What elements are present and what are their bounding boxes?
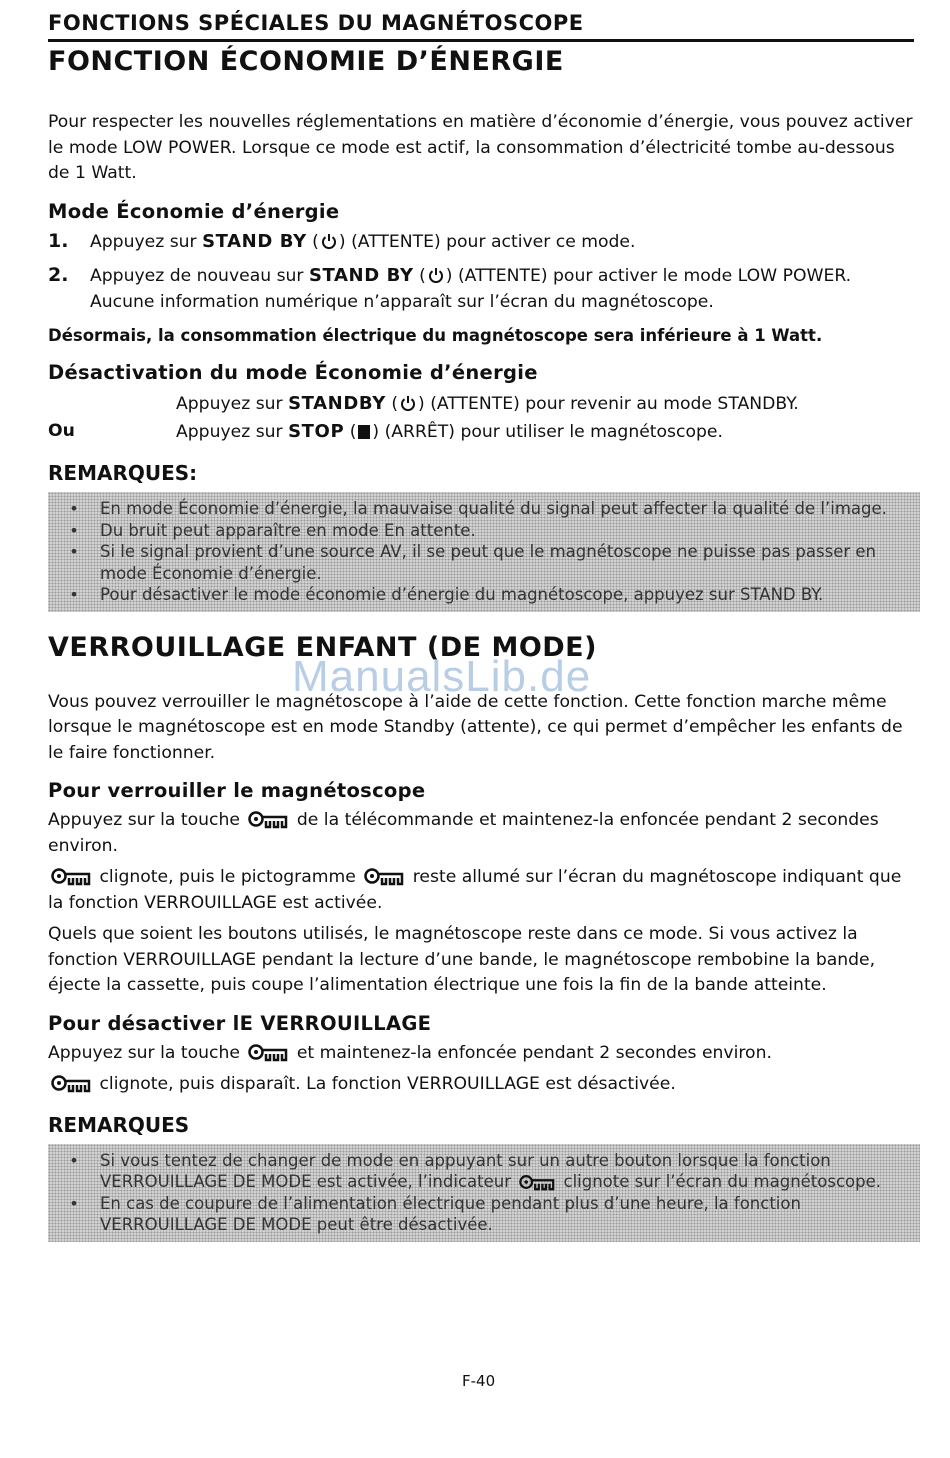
section-title-child-lock: VERROUILLAGE ENFANT (DE MODE): [48, 631, 597, 663]
remark-item: • Du bruit peut apparaître en mode En attente.: [69, 520, 476, 540]
remark-item: • Pour désactiver le mode économie d’énergie du magnétoscope, appuyez sur STAND BY.: [69, 585, 824, 604]
power-notice: Désormais, la consommation électrique du magnétoscope sera inférieure à 1 Watt.: [48, 326, 823, 345]
remark-item: • En cas de coupure de l’alimentation électrique pendant plus d’une heure, la fonction VERROUILLAGE DE MODE peut être désactivée.: [69, 1193, 801, 1234]
watermark: ManualsLib.de: [292, 652, 592, 701]
deactivation-row-standby: Appuyez sur STANDBY ( ) (ATTENTE) pour revenir au mode STANDBY.: [176, 393, 799, 414]
unlock-paragraph-2: clignote, puis disparaît. La fonction VERROUILLAGE est désactivée.: [48, 1072, 914, 1098]
child-lock-intro: Vous pouvez verrouiller le magnétoscope à l’aide de cette fonction. Cette fonction marche même lorsque le magnétoscope est en mode Standby (attente), ce qui permet d’empêcher les enfants de le faire fonctionner.: [48, 691, 903, 763]
key-icon: [51, 1073, 91, 1093]
unlock-heading: Pour désactiver lE VERROUILLAGE: [48, 1011, 432, 1035]
key-icon: [248, 809, 288, 829]
section-title-energy: FONCTION ÉCONOMIE D’ÉNERGIE: [48, 46, 564, 77]
lock-paragraph-1: Appuyez sur la touche de la télécommande et maintenez-la enfoncée pendant 2 secondes environ.: [48, 810, 879, 856]
key-icon: [519, 1173, 555, 1191]
power-icon: [321, 233, 337, 250]
remark-item: • Si vous tentez de changer de mode en appuyant sur un autre bouton lorsque la fonction VERROUILLAGE DE MODE est activée, l’indicateur clignote sur l’écran du magnétoscope.: [69, 1150, 882, 1191]
energy-intro: Pour respecter les nouvelles réglementations en matière d’économie d’énergie, vous pouvez activer le mode LOW POWER. Lorsque ce mode est actif, la consommation d’électricité tombe au-dessous de 1 Watt.: [48, 112, 913, 183]
power-icon: [428, 267, 444, 284]
remarks-title-child-lock: REMARQUES: [48, 1112, 190, 1137]
standby-key-label: STAND BY: [202, 230, 307, 252]
lock-paragraph-2: clignote, puis le pictogramme reste allumé sur l’écran du magnétoscope indiquant que la fonction VERROUILLAGE est activée.: [48, 867, 902, 913]
key-icon: [248, 1042, 288, 1062]
remarks-box-energy: [48, 492, 920, 612]
standby-key-label: STANDBY: [288, 393, 386, 414]
page-header: FONCTIONS SPÉCIALES DU MAGNÉTOSCOPE: [48, 8, 914, 42]
stop-icon: [358, 425, 370, 439]
lock-heading: Pour verrouiller le magnétoscope: [48, 779, 426, 802]
remark-item: • Si le signal provient d’une source AV, il se peut que le magnétoscope ne puisse pas passer en mode Économie d’énergie.: [69, 542, 876, 583]
stop-key-label: STOP: [288, 421, 345, 442]
power-icon: [400, 395, 416, 412]
step-2: 2. Appuyez de nouveau sur STAND BY ( ) (ATTENTE) pour activer le mode LOW POWER. Aucune information numérique n’apparaît sur l’écran du magnétoscope.: [48, 263, 914, 315]
lock-paragraph-3: Quels que soient les boutons utilisés, le magnétoscope reste dans ce mode. Si vous activez la fonction VERROUILLAGE pendant la lecture d’une bande, le magnétoscope rembobine la bande, éjecte la cassette, puis coupe l’alimentation électrique une fois la fin de la bande atteinte.: [48, 924, 876, 995]
key-icon: [51, 866, 91, 886]
step-number: 1.: [48, 229, 69, 252]
deactivation-heading: Désactivation du mode Économie d’énergie: [48, 361, 538, 384]
manual-page: [48, 8, 914, 1242]
mode-heading: Mode Économie d’énergie: [48, 199, 340, 223]
step-number: 2.: [48, 264, 69, 286]
step-1: 1. Appuyez sur STAND BY ( ) (ATTENTE) pour activer ce mode.: [48, 229, 914, 256]
page-number: F-40: [462, 1372, 496, 1390]
or-label: Ou: [48, 421, 75, 441]
key-icon: [364, 866, 404, 886]
remarks-title-energy: REMARQUES:: [48, 461, 198, 485]
standby-key-label: STAND BY: [308, 265, 414, 286]
unlock-paragraph-1: Appuyez sur la touche et maintenez-la enfoncée pendant 2 secondes environ.: [48, 1042, 772, 1063]
deactivation-row-stop: Ou Appuyez sur STOP ( ) (ARRÊT) pour utiliser le magnétoscope.: [48, 418, 914, 446]
remarks-box-child-lock: [48, 1144, 920, 1242]
remark-item: • En mode Économie d’énergie, la mauvaise qualité du signal peut affecter la qualité de l’image.: [69, 499, 887, 518]
